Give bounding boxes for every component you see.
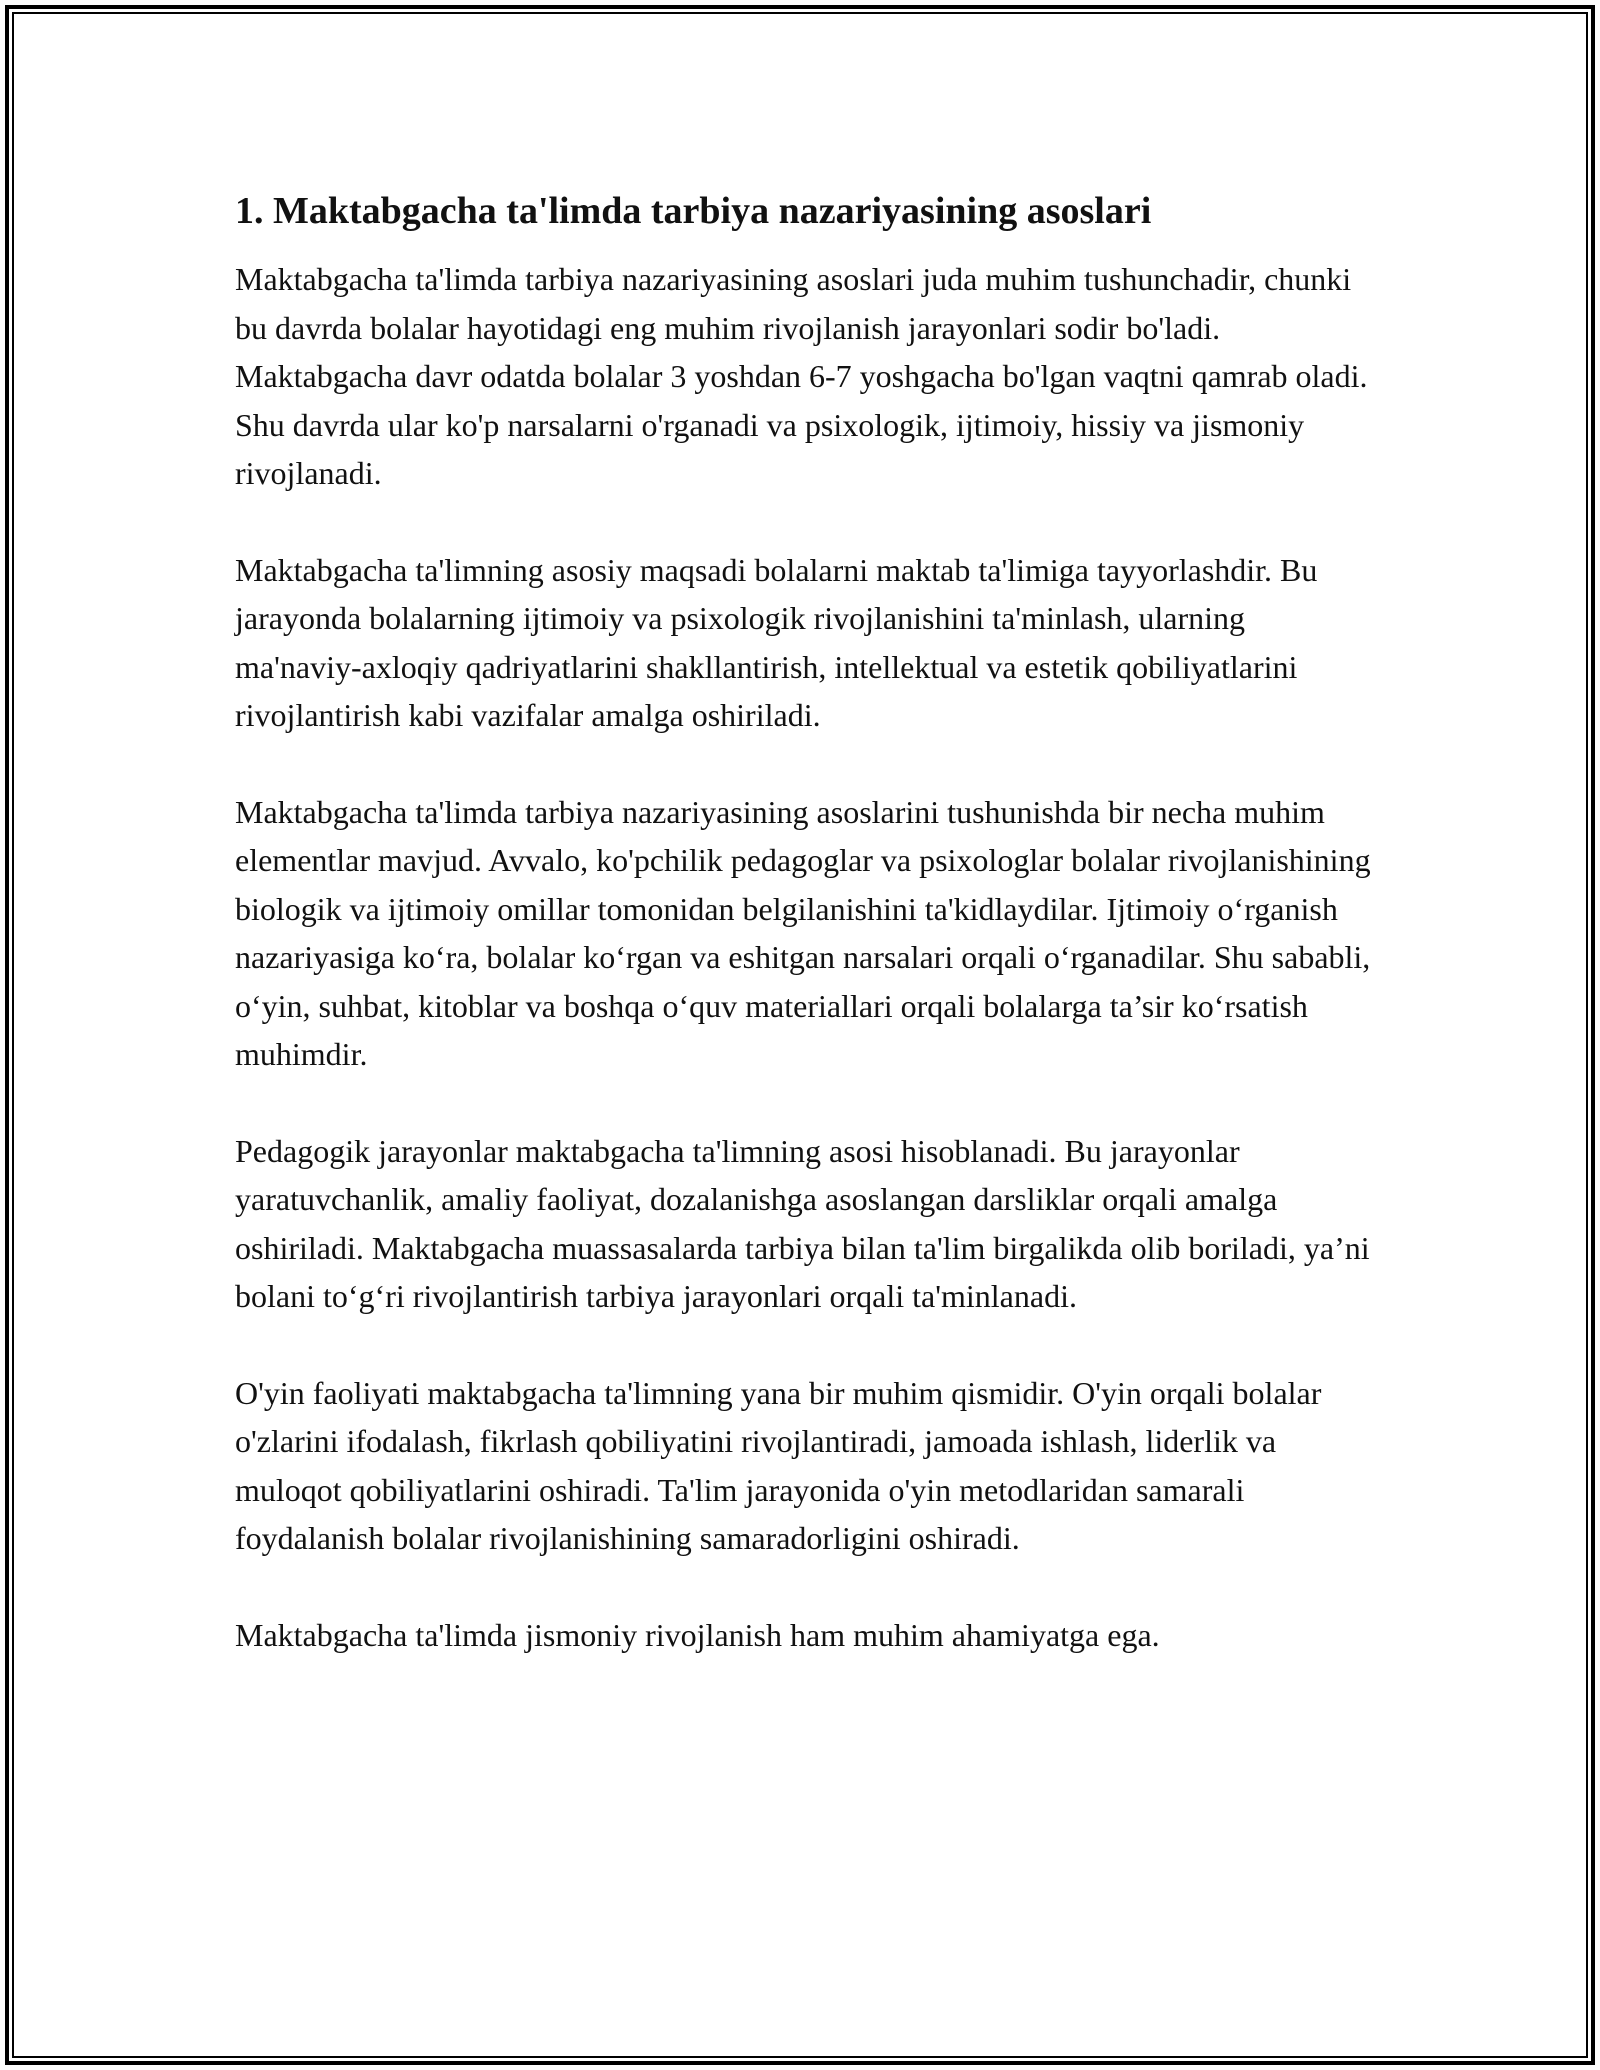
document-body: [235, 185, 1375, 1707]
paragraph-1: Maktabgacha ta'limda tarbiya nazariyasining asoslari juda muhim tushunchadir, chunki bu davrda bolalar hayotidagi eng muhim rivojlanish jarayonlari sodir bo'ladi. Maktabgacha davr odatda bolalar 3 yoshdan 6-7 yoshgacha bo'lgan vaqtni qamrab oladi. Shu davrda ular ko'p narsalarni o'rganadi va psixologik, ijtimoiy, hissiy va jismoniy rivojlanadi.: [235, 261, 1368, 491]
paragraph-2: Maktabgacha ta'limning asosiy maqsadi bolalarni maktab ta'limiga tayyorlashdir. Bu jarayonda bolalarning ijtimoiy va psixologik rivojlanishini ta'minlash, ularning ma'naviy-axloqiy qadriyatlarini shakllantirish, intellektual va estetik qobiliyatlarini rivojlantirish kabi vazifalar amalga oshiriladi.: [235, 551, 1318, 733]
section-heading: 1. Maktabgacha ta'limda tarbiya nazariyasining asoslari: [235, 190, 1152, 232]
paragraph-5: O'yin faoliyati maktabgacha ta'limning yana bir muhim qismidir. O'yin orqali bolalar o'zlarini ifodalash, fikrlash qobiliyatini rivojlantiradi, jamoada ishlash, liderlik va muloqot qobiliyatlarini oshiradi. Ta'lim jarayonida o'yin metodlaridan samarali foydalanish bolalar rivojlanishining samaradorligini oshiradi.: [235, 1374, 1322, 1556]
paragraph-3: Maktabgacha ta'limda tarbiya nazariyasining asoslarini tushunishda bir necha muhim elementlar mavjud. Avvalo, ko'pchilik pedagoglar va psixologlar bolalar rivojlanishining biologik va ijtimoiy omillar tomonidan belgilanishini ta'kidlaydilar. Ijtimoiy o‘rganish nazariyasiga ko‘ra, bolalar ko‘rgan va eshitgan narsalari orqali o‘rganadilar. Shu sababli, o‘yin, suhbat, kitoblar va boshqa o‘quv materiallari orqali bolalarga ta’sir ko‘rsatish muhimdir.: [235, 793, 1371, 1072]
paragraph-4: Pedagogik jarayonlar maktabgacha ta'limning asosi hisoblanadi. Bu jarayonlar yaratuvchanlik, amaliy faoliyat, dozalanishga asoslangan darsliklar orqali amalga oshiriladi. Maktabgacha muassasalarda tarbiya bilan ta'lim birgalikda olib boriladi, ya’ni bolani to‘g‘ri rivojlantirish tarbiya jarayonlari orqali ta'minlanadi.: [235, 1132, 1370, 1314]
paragraph-6: Maktabgacha ta'limda jismoniy rivojlanish ham muhim ahamiyatga ega.: [235, 1616, 1160, 1653]
